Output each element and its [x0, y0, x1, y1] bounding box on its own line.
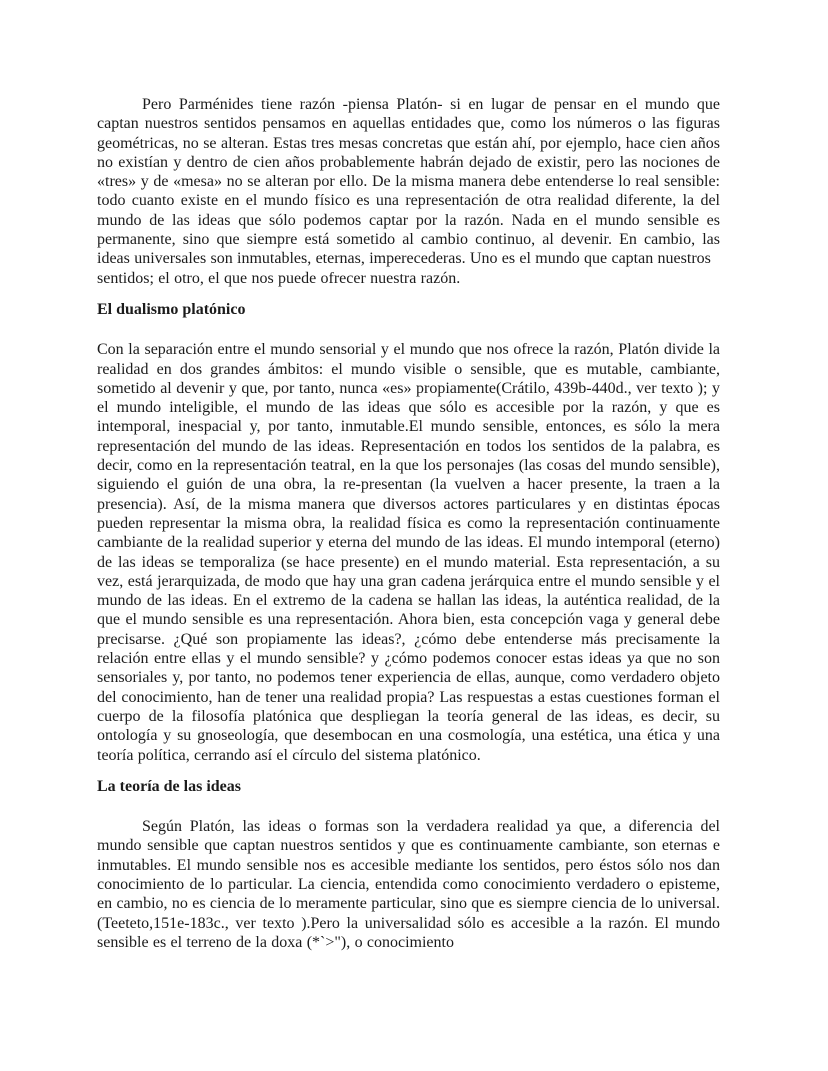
- intro-paragraph-continuation: sentidos; el otro, el que nos puede ofrecer nuestra razón.: [97, 269, 461, 287]
- intro-paragraph: [97, 95, 720, 288]
- text-column: [97, 95, 720, 964]
- paragraph-el-dualismo-platonico: Con la separación entre el mundo sensorial y el mundo que nos ofrece la razón, Platón divide la realidad en dos grandes ámbitos: el mundo visible o sensible, que es mutable, cambiante, sometido al devenir y que, por tanto, nunca «es» propiamente(Crátilo, 439b-440d., ver texto ); y el mundo inteligible, el mundo de las ideas que sólo es accesible por la razón, y que es intemporal, inespacial y, por tanto, inmutable.El mundo sensible, entonces, es sólo la mera representación del mundo de las ideas. Representación en todos los sentidos de la palabra, es decir, como en la representación teatral, en la que los personajes (las cosas del mundo sensible), siguiendo el guión de una obra, la re-presentan (la vuelven a hacer presente, la traen a la presencia). Así, de la misma manera que diversos actores particulares y en distintas épocas pueden representar la misma obra, la realidad física es como la representación continuamente cambiante de la realidad superior y eterna del mundo de las ideas. El mundo intemporal (eterno) de las ideas se temporaliza (se hace presente) en el mundo material. Esta representación, a su vez, está jerarquizada, de modo que hay una gran cadena jerárquica entre el mundo sensible y el mundo de las ideas. En el extremo de la cadena se hallan las ideas, la auténtica realidad, de la que el mundo sensible es una representación. Ahora bien, esta concepción vaga y general debe precisarse. ¿Qué son propiamente las ideas?, ¿cómo debe entenderse más precisamente la relación entre ellas y el mundo sensible? y ¿cómo podemos conocer estas ideas ya que no son sensoriales y, por tanto, no podemos tener experiencia de ellas, aunque, como verdadero objeto del conocimiento, han de tener una realidad propia? Las respuestas a estas cuestiones forman el cuerpo de la filosofía platónica que despliegan la teoría general de las ideas, es decir, su ontología y su gnoseología, que desembocan en una cosmología, una estética, una ética y una teoría política, cerrando así el círculo del sistema platónico.: [97, 341, 720, 764]
- paragraph-la-teoria-de-las-ideas: Según Platón, las ideas o formas son la verdadera realidad ya que, a diferencia del mundo sensible que captan nuestros sentidos y que es continuamente cambiante, son eternas e inmutables. El mundo sensible nos es accesible mediante los sentidos, pero éstos sólo nos dan conocimiento de lo particular. La ciencia, entendida como conocimiento verdadero o episteme, en cambio, no es ciencia de lo meramente particular, sino que es siempre ciencia de lo universal. (Teeteto,151e-183c., ver texto ).Pero la universalidad sólo es accesible a la razón. El mundo sensible es el terreno de la doxa (*`>"), o conocimiento: [97, 818, 720, 951]
- intro-paragraph-text: Pero Parménides tiene razón -piensa Platón- si en lugar de pensar en el mundo que captan nuestros sentidos pensamos en aquellas entidades que, como los números o las figuras geométricas, no se alteran. Estas tres mesas concretas que están ahí, por ejemplo, hace cien años no existían y dentro de cien años probablemente habrán dejado de existir, pero las nociones de «tres» y de «mesa» no se alteran por ello. De la misma manera debe entenderse lo real sensible: todo cuanto existe en el mundo físico es una representación de otra realidad diferente, la del mundo de las ideas que sólo podemos captar por la razón. Nada en el mundo sensible es permanente, sino que siempre está sometido al cambio continuo, al devenir. En cambio, las ideas universales son inmutables, eternas, imperecederas. Uno es el mundo que captan nuestros: [97, 96, 720, 268]
- heading-el-dualismo-platonico: El dualismo platónico: [97, 300, 246, 318]
- heading-la-teoria-de-las-ideas: La teoría de las ideas: [97, 777, 241, 795]
